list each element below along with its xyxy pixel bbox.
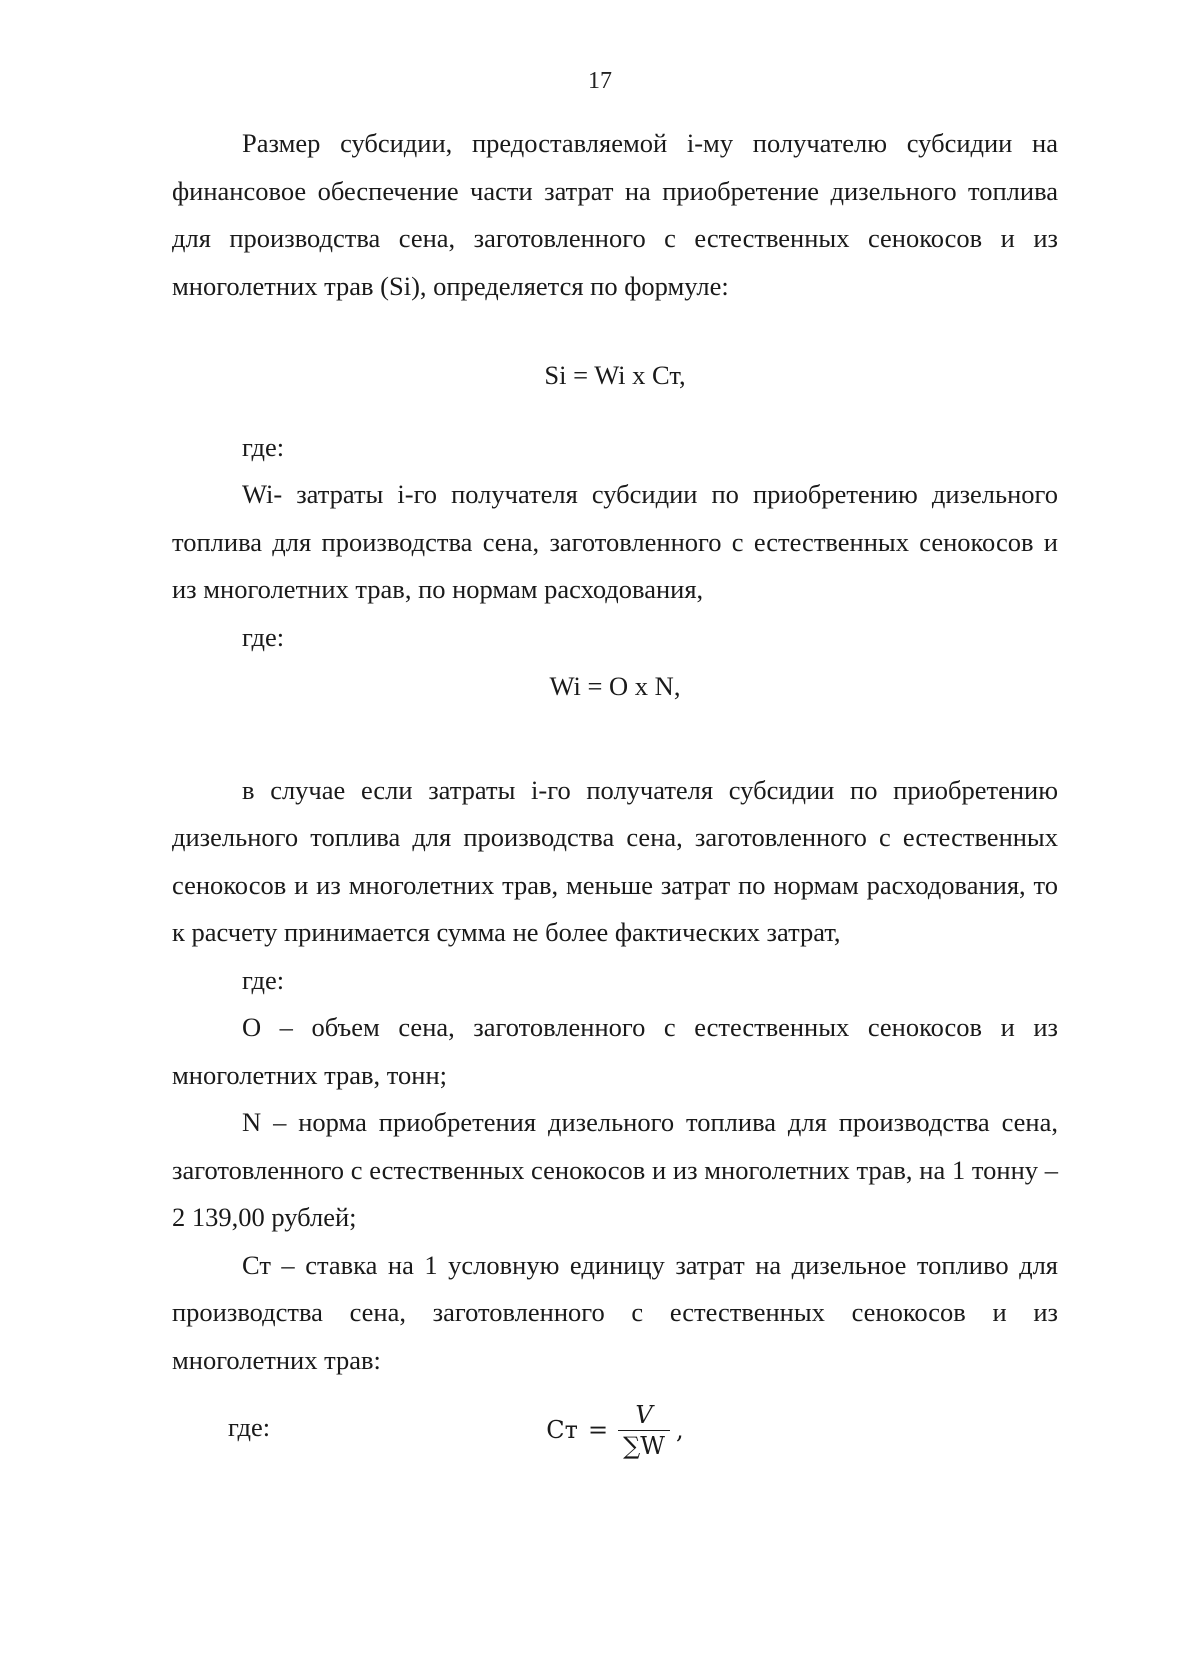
formula-st [172,1400,1058,1461]
paragraph-wi-definition: Wi- затраты i-го получателя субсидии по приобретению дизельного топлива для производства сена, заготовленного с естественных сенокосов и из многолетних трав, по нормам расходования, [172,479,1058,604]
paragraph-subsidy-size: Размер субсидии, предоставляемой i-му получателю субсидии на финансовое обеспечение части затрат на приобретение дизельного топлива для производства сена, заготовленного с естественных сенокосов и из многолетних трав (Si), определяется по формуле: [172,128,1058,301]
paragraph-o-definition: O – объем сена, заготовленного с естественных сенокосов и из многолетних трав, тонн; [172,1012,1058,1090]
label-where-4: где: [228,1412,271,1442]
paragraph-st-definition: Ст – ставка на 1 условную единицу затрат на дизельное топливо для производства сена, заготовленного с естественных сенокосов и из многолетних трав: [172,1249,1058,1375]
label-where-2: где: [242,621,285,652]
formula-st-comma: , [676,1415,684,1444]
fraction-denominator: ∑W [623,1432,665,1460]
formula-st-equals: = [587,1415,609,1444]
formula-st-lhs: Ст [546,1415,578,1444]
fraction-numerator: V [635,1401,653,1429]
label-where-1: где: [242,431,285,462]
paragraph-actual-costs: в случае если затраты i-го получателя субсидии по приобретению дизельного топлива для производства сена, заготовленного с естественных сенокосов и из многолетних трав, меньше затрат по нормам расходования, то к расчету принимается сумма не более фактических затрат, [172,774,1058,947]
paragraph-n-definition: N – норма приобретения дизельного топлива для производства сена, заготовленного с естественных сенокосов и из многолетних трав, на 1 тонну – 2 139,00 рублей; [172,1107,1058,1232]
page-number: 17 [588,68,612,94]
document-body [172,120,1058,1461]
formula-si: Si = Wi x Ст, [544,360,686,390]
formula-wi: Wi = O x N, [549,671,681,701]
formula-st-fraction [618,1400,670,1461]
label-where-3: где: [242,964,285,995]
